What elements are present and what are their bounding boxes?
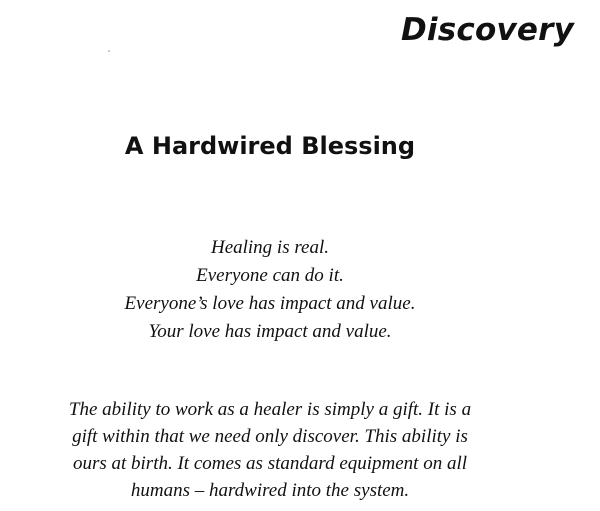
poem-line: Everyone can do it. [196,265,344,286]
paragraph-line: humans – hardwired into the system. [130,480,410,501]
body-paragraph [20,396,520,504]
section-heading: Discovery [400,12,574,48]
poem-line: Everyone’s love has impact and value. [124,293,416,314]
chapter-title: A Hardwired Blessing [124,132,416,160]
paragraph-line: ours at birth. It comes as standard equipment on all [72,453,468,474]
poem-line: Healing is real. [210,237,330,258]
poem-block [0,234,540,346]
poem-line: Your love has impact and value. [148,321,392,342]
paragraph-line: gift within that we need only discover. This ability is [72,426,468,447]
page-speck [108,50,110,52]
paragraph-line: The ability to work as a healer is simply a gift. It is a [68,399,472,420]
